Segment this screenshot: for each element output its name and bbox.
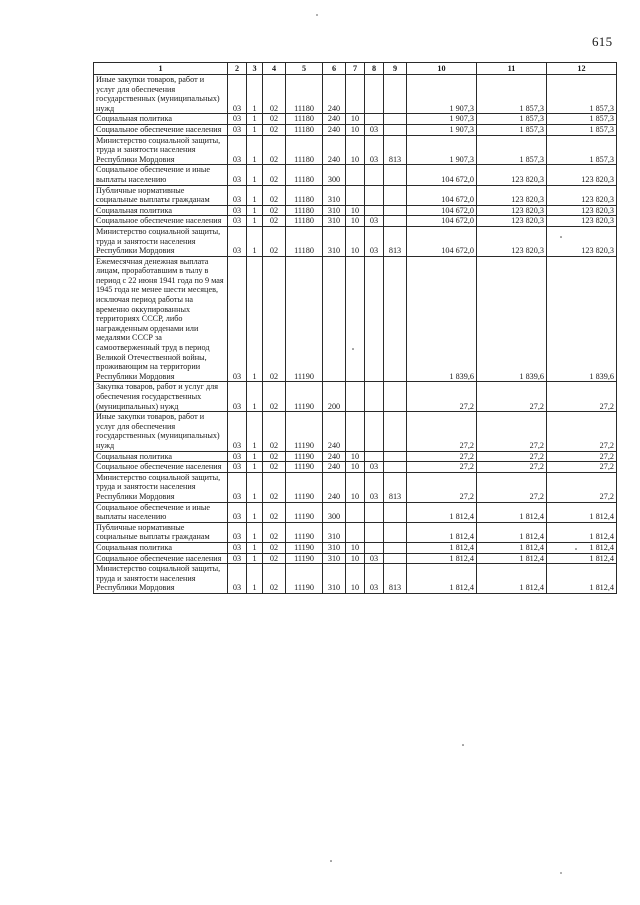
cell-col-4: 02 xyxy=(263,542,286,553)
cell-col-9 xyxy=(384,165,407,185)
cell-col-9 xyxy=(384,553,407,564)
cell-col-2: 03 xyxy=(228,165,247,185)
table-row xyxy=(94,412,617,451)
cell-col-12: 1 857,3 xyxy=(547,75,617,114)
cell-col-12: 123 820,3 xyxy=(547,216,617,227)
cell-col-5: 11180 xyxy=(286,185,323,205)
cell-col-9 xyxy=(384,522,407,542)
header-cell-col-2: 2 xyxy=(228,63,247,75)
scan-speck xyxy=(330,860,332,862)
table-row xyxy=(94,553,617,564)
cell-name: Социальное обеспечение и иные выплаты населению xyxy=(94,502,228,522)
budget-table xyxy=(93,62,617,594)
header-cell-col-7: 7 xyxy=(346,63,365,75)
cell-col-11: 1 812,4 xyxy=(477,542,547,553)
cell-col-5: 11190 xyxy=(286,412,323,451)
cell-col-8 xyxy=(365,522,384,542)
header-cell-col-11: 11 xyxy=(477,63,547,75)
cell-col-3: 1 xyxy=(247,472,263,502)
cell-col-8: 03 xyxy=(365,462,384,473)
cell-col-9 xyxy=(384,542,407,553)
cell-name: Закупка товаров, работ и услуг для обеспечения государственных (муниципальных) нужд xyxy=(94,382,228,412)
cell-col-10: 1 907,3 xyxy=(407,114,477,125)
cell-col-12: 123 820,3 xyxy=(547,185,617,205)
table-row xyxy=(94,185,617,205)
cell-name: Социальная политика xyxy=(94,114,228,125)
cell-col-6: 310 xyxy=(323,216,346,227)
table-row xyxy=(94,135,617,165)
cell-col-3: 1 xyxy=(247,553,263,564)
cell-col-10: 1 812,4 xyxy=(407,502,477,522)
cell-col-4: 02 xyxy=(263,412,286,451)
cell-col-4: 02 xyxy=(263,75,286,114)
cell-col-6: 300 xyxy=(323,165,346,185)
cell-col-10: 1 812,4 xyxy=(407,564,477,594)
table-row xyxy=(94,114,617,125)
cell-col-12: 1 812,4 xyxy=(547,502,617,522)
cell-col-2: 03 xyxy=(228,75,247,114)
cell-col-4: 02 xyxy=(263,124,286,135)
cell-col-6: 240 xyxy=(323,124,346,135)
cell-col-3: 1 xyxy=(247,451,263,462)
header-cell-col-8: 8 xyxy=(365,63,384,75)
cell-col-3: 1 xyxy=(247,256,263,382)
cell-col-2: 03 xyxy=(228,522,247,542)
cell-col-3: 1 xyxy=(247,462,263,473)
cell-col-2: 03 xyxy=(228,124,247,135)
cell-col-3: 1 xyxy=(247,135,263,165)
table-row xyxy=(94,256,617,382)
cell-name: Министерство социальной защиты, труда и занятости населения Республики Мордовия xyxy=(94,135,228,165)
cell-col-2: 03 xyxy=(228,472,247,502)
cell-col-10: 1 812,4 xyxy=(407,553,477,564)
cell-col-4: 02 xyxy=(263,114,286,125)
cell-name: Социальное обеспечение населения xyxy=(94,553,228,564)
cell-name: Социальное обеспечение населения xyxy=(94,124,228,135)
cell-name: Министерство социальной защиты, труда и занятости населения Республики Мордовия xyxy=(94,226,228,256)
cell-col-8 xyxy=(365,502,384,522)
cell-col-6: 300 xyxy=(323,502,346,522)
cell-col-5: 11190 xyxy=(286,522,323,542)
cell-col-12: 123 820,3 xyxy=(547,165,617,185)
cell-col-3: 1 xyxy=(247,542,263,553)
table-body xyxy=(94,75,617,594)
cell-col-11: 1 812,4 xyxy=(477,564,547,594)
cell-name: Социальная политика xyxy=(94,205,228,216)
cell-col-4: 02 xyxy=(263,382,286,412)
table-row xyxy=(94,216,617,227)
cell-col-2: 03 xyxy=(228,135,247,165)
cell-name: Ежемесячная денежная выплата лицам, проработавшим в тылу в период с 22 июня 1941 года по 9 мая 1945 года не менее шести месяцев, исключая период работы на временно оккупированных территориях СССР, либо награжденным орденами или медалями СССР за самоотверженный труд в период Великой Отечественной войны, проживающим на территории Республики Мордовия xyxy=(94,256,228,382)
cell-col-10: 1 839,6 xyxy=(407,256,477,382)
header-row xyxy=(94,63,617,75)
cell-col-7: 10 xyxy=(346,124,365,135)
cell-col-7 xyxy=(346,256,365,382)
cell-col-9: 813 xyxy=(384,135,407,165)
cell-col-11: 1 812,4 xyxy=(477,553,547,564)
cell-col-6: 240 xyxy=(323,75,346,114)
header-cell-col-4: 4 xyxy=(263,63,286,75)
cell-name: Социальное обеспечение и иные выплаты населению xyxy=(94,165,228,185)
cell-col-5: 11180 xyxy=(286,75,323,114)
cell-name: Социальное обеспечение населения xyxy=(94,462,228,473)
cell-col-5: 11190 xyxy=(286,462,323,473)
cell-col-3: 1 xyxy=(247,564,263,594)
cell-col-11: 123 820,3 xyxy=(477,205,547,216)
cell-col-12: 1 839,6 xyxy=(547,256,617,382)
cell-name: Публичные нормативные социальные выплаты гражданам xyxy=(94,185,228,205)
cell-col-8: 03 xyxy=(365,564,384,594)
header-cell-col-12: 12 xyxy=(547,63,617,75)
table-row xyxy=(94,226,617,256)
cell-col-10: 1 812,4 xyxy=(407,522,477,542)
cell-col-5: 11180 xyxy=(286,216,323,227)
header-cell-col-10: 10 xyxy=(407,63,477,75)
table-row xyxy=(94,502,617,522)
cell-col-5: 11180 xyxy=(286,124,323,135)
cell-col-12: 27,2 xyxy=(547,462,617,473)
cell-name: Социальное обеспечение населения xyxy=(94,216,228,227)
cell-col-8 xyxy=(365,256,384,382)
scan-speck xyxy=(352,348,354,350)
cell-col-8: 03 xyxy=(365,472,384,502)
cell-col-2: 03 xyxy=(228,502,247,522)
cell-col-12: 1 812,4 xyxy=(547,522,617,542)
cell-col-11: 1 857,3 xyxy=(477,75,547,114)
cell-col-5: 11190 xyxy=(286,472,323,502)
cell-col-8 xyxy=(365,114,384,125)
scan-speck xyxy=(560,872,562,874)
cell-col-10: 27,2 xyxy=(407,451,477,462)
cell-col-5: 11180 xyxy=(286,165,323,185)
table-row xyxy=(94,564,617,594)
cell-col-6: 310 xyxy=(323,185,346,205)
cell-col-4: 02 xyxy=(263,553,286,564)
header-cell-col-1: 1 xyxy=(94,63,228,75)
header-cell-col-5: 5 xyxy=(286,63,323,75)
cell-col-8 xyxy=(365,542,384,553)
header-cell-col-3: 3 xyxy=(247,63,263,75)
cell-col-9 xyxy=(384,462,407,473)
cell-col-8 xyxy=(365,451,384,462)
cell-col-2: 03 xyxy=(228,542,247,553)
cell-col-4: 02 xyxy=(263,564,286,594)
cell-col-5: 11190 xyxy=(286,553,323,564)
cell-col-11: 1 812,4 xyxy=(477,502,547,522)
cell-col-3: 1 xyxy=(247,216,263,227)
cell-col-7 xyxy=(346,502,365,522)
cell-col-8 xyxy=(365,205,384,216)
cell-col-2: 03 xyxy=(228,205,247,216)
cell-col-6: 240 xyxy=(323,451,346,462)
cell-col-5: 11180 xyxy=(286,226,323,256)
cell-col-10: 1 907,3 xyxy=(407,135,477,165)
cell-col-3: 1 xyxy=(247,382,263,412)
cell-col-9: 813 xyxy=(384,226,407,256)
cell-name: Социальная политика xyxy=(94,542,228,553)
cell-col-5: 11190 xyxy=(286,502,323,522)
cell-col-7: 10 xyxy=(346,205,365,216)
table-row xyxy=(94,451,617,462)
cell-col-7 xyxy=(346,522,365,542)
cell-col-11: 123 820,3 xyxy=(477,216,547,227)
table-row xyxy=(94,522,617,542)
cell-col-12: 27,2 xyxy=(547,472,617,502)
header-cell-col-6: 6 xyxy=(323,63,346,75)
cell-col-10: 27,2 xyxy=(407,472,477,502)
cell-col-2: 03 xyxy=(228,462,247,473)
cell-col-7 xyxy=(346,75,365,114)
cell-col-3: 1 xyxy=(247,75,263,114)
cell-col-11: 123 820,3 xyxy=(477,165,547,185)
cell-col-12: 1 857,3 xyxy=(547,124,617,135)
cell-col-3: 1 xyxy=(247,226,263,256)
cell-col-2: 03 xyxy=(228,382,247,412)
cell-col-6: 310 xyxy=(323,226,346,256)
cell-col-11: 27,2 xyxy=(477,472,547,502)
cell-col-6: 310 xyxy=(323,205,346,216)
cell-col-10: 27,2 xyxy=(407,412,477,451)
cell-col-10: 27,2 xyxy=(407,382,477,412)
cell-col-2: 03 xyxy=(228,451,247,462)
cell-col-11: 1 839,6 xyxy=(477,256,547,382)
cell-col-4: 02 xyxy=(263,216,286,227)
cell-col-4: 02 xyxy=(263,185,286,205)
cell-col-2: 03 xyxy=(228,216,247,227)
cell-col-4: 02 xyxy=(263,226,286,256)
cell-name: Министерство социальной защиты, труда и занятости населения Республики Мордовия xyxy=(94,564,228,594)
cell-col-6: 310 xyxy=(323,522,346,542)
cell-col-10: 1 907,3 xyxy=(407,124,477,135)
cell-col-12: 1 812,4 xyxy=(547,564,617,594)
cell-col-3: 1 xyxy=(247,205,263,216)
cell-col-6: 240 xyxy=(323,135,346,165)
cell-col-8 xyxy=(365,165,384,185)
cell-col-12: 1 812,4 xyxy=(547,553,617,564)
cell-col-8 xyxy=(365,75,384,114)
cell-col-7: 10 xyxy=(346,216,365,227)
cell-col-7: 10 xyxy=(346,451,365,462)
cell-col-9 xyxy=(384,205,407,216)
cell-col-8 xyxy=(365,382,384,412)
cell-col-2: 03 xyxy=(228,114,247,125)
cell-col-5: 11180 xyxy=(286,205,323,216)
cell-col-6: 310 xyxy=(323,553,346,564)
cell-col-3: 1 xyxy=(247,412,263,451)
cell-name: Иные закупки товаров, работ и услуг для обеспечения государственных (муниципальных) нужд xyxy=(94,412,228,451)
cell-col-12: 1 857,3 xyxy=(547,114,617,125)
cell-col-3: 1 xyxy=(247,185,263,205)
cell-col-10: 27,2 xyxy=(407,462,477,473)
cell-col-9 xyxy=(384,502,407,522)
cell-col-7 xyxy=(346,412,365,451)
cell-col-2: 03 xyxy=(228,564,247,594)
cell-col-6: 310 xyxy=(323,564,346,594)
cell-col-7: 10 xyxy=(346,114,365,125)
cell-col-5: 11190 xyxy=(286,382,323,412)
cell-col-7: 10 xyxy=(346,226,365,256)
cell-col-12: 123 820,3 xyxy=(547,226,617,256)
cell-col-11: 1 857,3 xyxy=(477,135,547,165)
cell-name: Иные закупки товаров, работ и услуг для обеспечения государственных (муниципальных) нужд xyxy=(94,75,228,114)
cell-name: Публичные нормативные социальные выплаты гражданам xyxy=(94,522,228,542)
scan-speck xyxy=(316,14,318,16)
cell-col-9 xyxy=(384,75,407,114)
cell-col-12: 1 857,3 xyxy=(547,135,617,165)
cell-col-12: 27,2 xyxy=(547,382,617,412)
cell-col-9 xyxy=(384,185,407,205)
cell-col-6: 240 xyxy=(323,114,346,125)
scan-speck xyxy=(462,744,464,746)
cell-col-10: 104 672,0 xyxy=(407,185,477,205)
cell-col-4: 02 xyxy=(263,256,286,382)
cell-col-7 xyxy=(346,185,365,205)
cell-col-8: 03 xyxy=(365,135,384,165)
table-row xyxy=(94,462,617,473)
cell-col-11: 123 820,3 xyxy=(477,226,547,256)
cell-col-3: 1 xyxy=(247,114,263,125)
cell-col-12: 27,2 xyxy=(547,412,617,451)
cell-col-3: 1 xyxy=(247,165,263,185)
cell-col-10: 1 907,3 xyxy=(407,75,477,114)
cell-col-5: 11190 xyxy=(286,451,323,462)
cell-col-7: 10 xyxy=(346,462,365,473)
cell-col-12: 1 812,4 xyxy=(547,542,617,553)
cell-col-2: 03 xyxy=(228,226,247,256)
cell-col-4: 02 xyxy=(263,135,286,165)
cell-col-7: 10 xyxy=(346,564,365,594)
cell-col-9 xyxy=(384,451,407,462)
cell-col-4: 02 xyxy=(263,502,286,522)
cell-col-8 xyxy=(365,412,384,451)
cell-name: Министерство социальной защиты, труда и занятости населения Республики Мордовия xyxy=(94,472,228,502)
cell-col-11: 27,2 xyxy=(477,412,547,451)
header-cell-col-9: 9 xyxy=(384,63,407,75)
cell-col-11: 27,2 xyxy=(477,382,547,412)
cell-col-11: 123 820,3 xyxy=(477,185,547,205)
cell-col-7: 10 xyxy=(346,553,365,564)
cell-col-7: 10 xyxy=(346,472,365,502)
cell-col-2: 03 xyxy=(228,256,247,382)
cell-col-7 xyxy=(346,165,365,185)
cell-col-3: 1 xyxy=(247,124,263,135)
cell-col-6: 200 xyxy=(323,382,346,412)
cell-col-10: 104 672,0 xyxy=(407,165,477,185)
cell-col-4: 02 xyxy=(263,462,286,473)
cell-col-11: 1 857,3 xyxy=(477,124,547,135)
cell-col-8: 03 xyxy=(365,553,384,564)
cell-col-2: 03 xyxy=(228,553,247,564)
cell-col-11: 27,2 xyxy=(477,451,547,462)
cell-col-7: 10 xyxy=(346,135,365,165)
table-row xyxy=(94,382,617,412)
cell-col-8: 03 xyxy=(365,226,384,256)
cell-col-5: 11180 xyxy=(286,114,323,125)
cell-col-9 xyxy=(384,382,407,412)
scan-speck xyxy=(575,548,577,550)
cell-col-5: 11190 xyxy=(286,542,323,553)
cell-col-2: 03 xyxy=(228,412,247,451)
table-row xyxy=(94,472,617,502)
cell-col-11: 27,2 xyxy=(477,462,547,473)
table-row xyxy=(94,75,617,114)
cell-col-8: 03 xyxy=(365,216,384,227)
cell-name: Социальная политика xyxy=(94,451,228,462)
cell-col-6 xyxy=(323,256,346,382)
cell-col-9 xyxy=(384,124,407,135)
cell-col-4: 02 xyxy=(263,451,286,462)
cell-col-6: 310 xyxy=(323,542,346,553)
cell-col-9: 813 xyxy=(384,564,407,594)
cell-col-6: 240 xyxy=(323,472,346,502)
cell-col-8 xyxy=(365,185,384,205)
cell-col-7 xyxy=(346,382,365,412)
cell-col-8: 03 xyxy=(365,124,384,135)
cell-col-7: 10 xyxy=(346,542,365,553)
cell-col-5: 11190 xyxy=(286,564,323,594)
cell-col-9 xyxy=(384,216,407,227)
cell-col-6: 240 xyxy=(323,462,346,473)
cell-col-4: 02 xyxy=(263,165,286,185)
table-row xyxy=(94,542,617,553)
cell-col-3: 1 xyxy=(247,522,263,542)
cell-col-9 xyxy=(384,114,407,125)
table-row xyxy=(94,205,617,216)
cell-col-3: 1 xyxy=(247,502,263,522)
scan-speck xyxy=(560,236,562,238)
cell-col-11: 1 812,4 xyxy=(477,522,547,542)
page-number: 615 xyxy=(592,34,613,49)
cell-col-10: 104 672,0 xyxy=(407,226,477,256)
cell-col-4: 02 xyxy=(263,522,286,542)
cell-col-5: 11190 xyxy=(286,256,323,382)
cell-col-10: 104 672,0 xyxy=(407,205,477,216)
cell-col-4: 02 xyxy=(263,205,286,216)
cell-col-5: 11180 xyxy=(286,135,323,165)
cell-col-6: 240 xyxy=(323,412,346,451)
table-row xyxy=(94,165,617,185)
cell-col-12: 123 820,3 xyxy=(547,205,617,216)
cell-col-9 xyxy=(384,256,407,382)
cell-col-10: 1 812,4 xyxy=(407,542,477,553)
cell-col-10: 104 672,0 xyxy=(407,216,477,227)
cell-col-12: 27,2 xyxy=(547,451,617,462)
cell-col-9 xyxy=(384,412,407,451)
table-row xyxy=(94,124,617,135)
cell-col-11: 1 857,3 xyxy=(477,114,547,125)
cell-col-2: 03 xyxy=(228,185,247,205)
cell-col-9: 813 xyxy=(384,472,407,502)
cell-col-4: 02 xyxy=(263,472,286,502)
